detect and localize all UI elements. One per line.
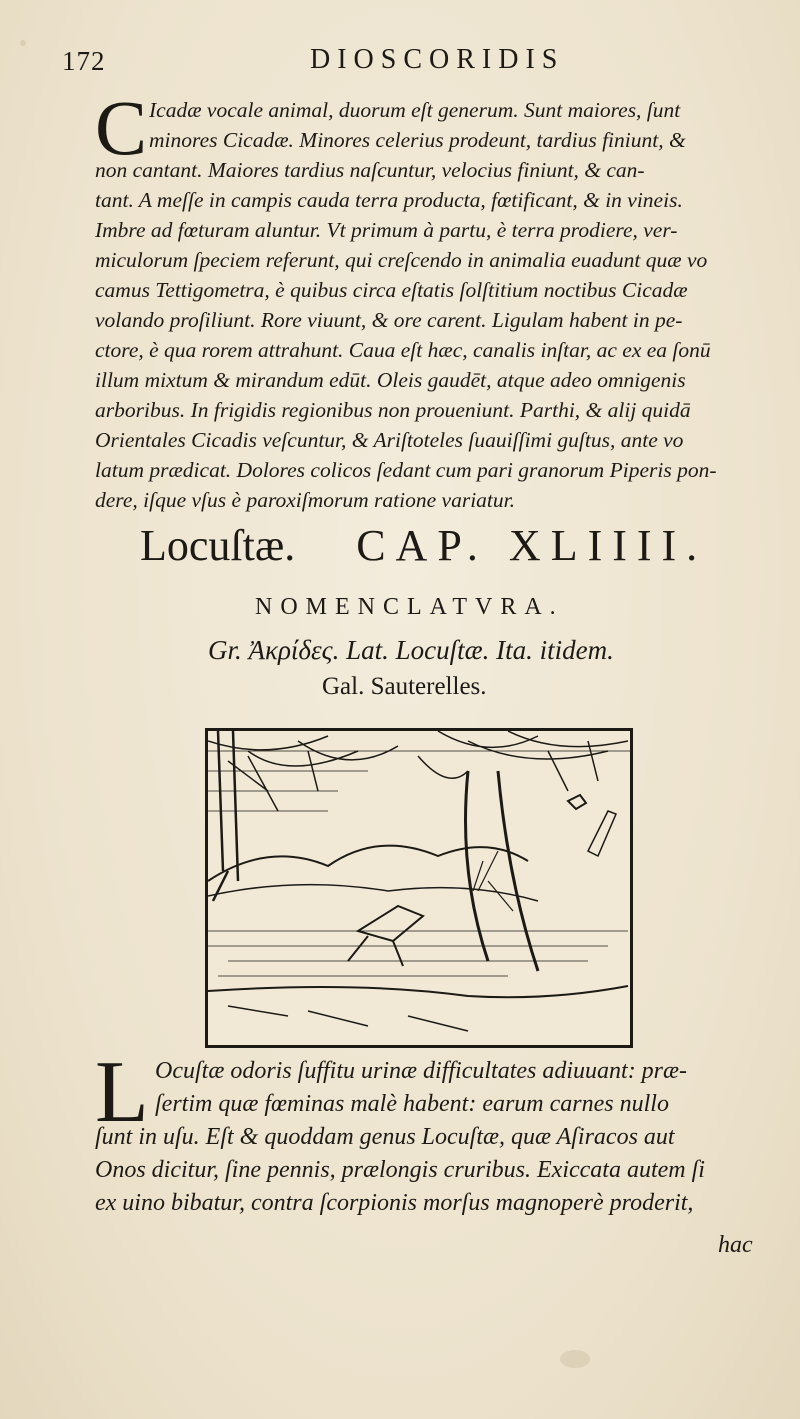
paragraph-locustae: [95, 1044, 765, 1220]
nomenclature-heading: NOMENCLATVRA.: [255, 594, 564, 620]
locust-woodcut-image: [208, 731, 630, 1045]
text-line: tant. A meſſe in campis cauda terra producta, fœtificant, & in vineis.: [95, 188, 683, 212]
chapter-number: CAP. XLIIII.: [356, 521, 708, 570]
text-line: ſunt in uſu. Eſt & quoddam genus Locuſtæ, quæ Aſiracos aut: [95, 1124, 675, 1150]
section-cicadae: [95, 84, 765, 515]
text-line: Onos dicitur, ſine pennis, prælongis cruribus. Exiccata autem ſi: [95, 1157, 705, 1183]
text-line: Orientales Cicadis veſcuntur, & Ariſtoteles ſuauiſſimi guſtus, ante vo: [95, 428, 684, 452]
text-line: ex uino bibatur, contra ſcorpionis morſus magnoperè proderit,: [95, 1190, 694, 1216]
text-line: arboribus. In frigidis regionibus non proueniunt. Parthi, & alij quidā: [95, 398, 691, 422]
section-locustae: [95, 1044, 765, 1220]
text-line: volando proſiliunt. Rore viuunt, & ore carent. Ligulam habent in pe-: [95, 308, 683, 332]
text-line: camus Tettigometra, è quibus circa eſtatis ſolſtitium noctibus Cicadæ: [95, 278, 688, 302]
text-line: Imbre ad fœturam aluntur. Vt primum à partu, è terra prodiere, ver-: [95, 218, 678, 242]
chapter-heading: [140, 520, 760, 571]
text-line: dere, iſque vſus è paroxiſmorum ratione variatur.: [95, 488, 515, 512]
nomenclature-names: Gr. Ἀκρίδες. Lat. Locuſtæ. Ita. itidem.: [208, 635, 614, 665]
text-line: non cantant. Maiores tardius naſcuntur, velocius finiunt, & can-: [95, 158, 645, 182]
text-line: miculorum ſpeciem referunt, qui creſcendo in animalia euadunt quæ vo: [95, 248, 708, 272]
text-line: Ocuſtæ odoris ſuffitu urinæ difficultates adiuuant: præ-: [155, 1058, 688, 1084]
drop-cap: L: [95, 1044, 149, 1141]
catchword: hac: [718, 1232, 753, 1258]
paragraph-cicadae: [95, 84, 765, 515]
drop-cap: C: [95, 84, 148, 171]
text-line: minores Cicadæ. Minores celerius prodeunt, tardius finiunt, &: [149, 128, 686, 152]
text-line: Icadæ vocale animal, duorum eſt generum. Sunt maiores, ſunt: [149, 98, 681, 122]
page-number: 172: [62, 46, 106, 76]
woodcut-illustration: [205, 728, 633, 1048]
text-line: ſertim quæ fœminas malè habent: earum carnes nullo: [155, 1091, 669, 1117]
nomenclature-gal: Gal. Sauterelles.: [322, 673, 487, 700]
text-line: illum mixtum & mirandum edūt. Oleis gaudēt, atque adeo omnigenis: [95, 368, 686, 392]
chapter-title: Locuſtæ.: [140, 521, 296, 570]
text-line: ctore, è qua rorem attrahunt. Caua eſt hæc, canalis inſtar, ac ex ea ſonū: [95, 338, 711, 362]
running-head: DIOSCORIDIS: [310, 44, 565, 75]
text-line: latum prædicat. Dolores colicos ſedant cum pari granorum Piperis pon-: [95, 458, 717, 482]
